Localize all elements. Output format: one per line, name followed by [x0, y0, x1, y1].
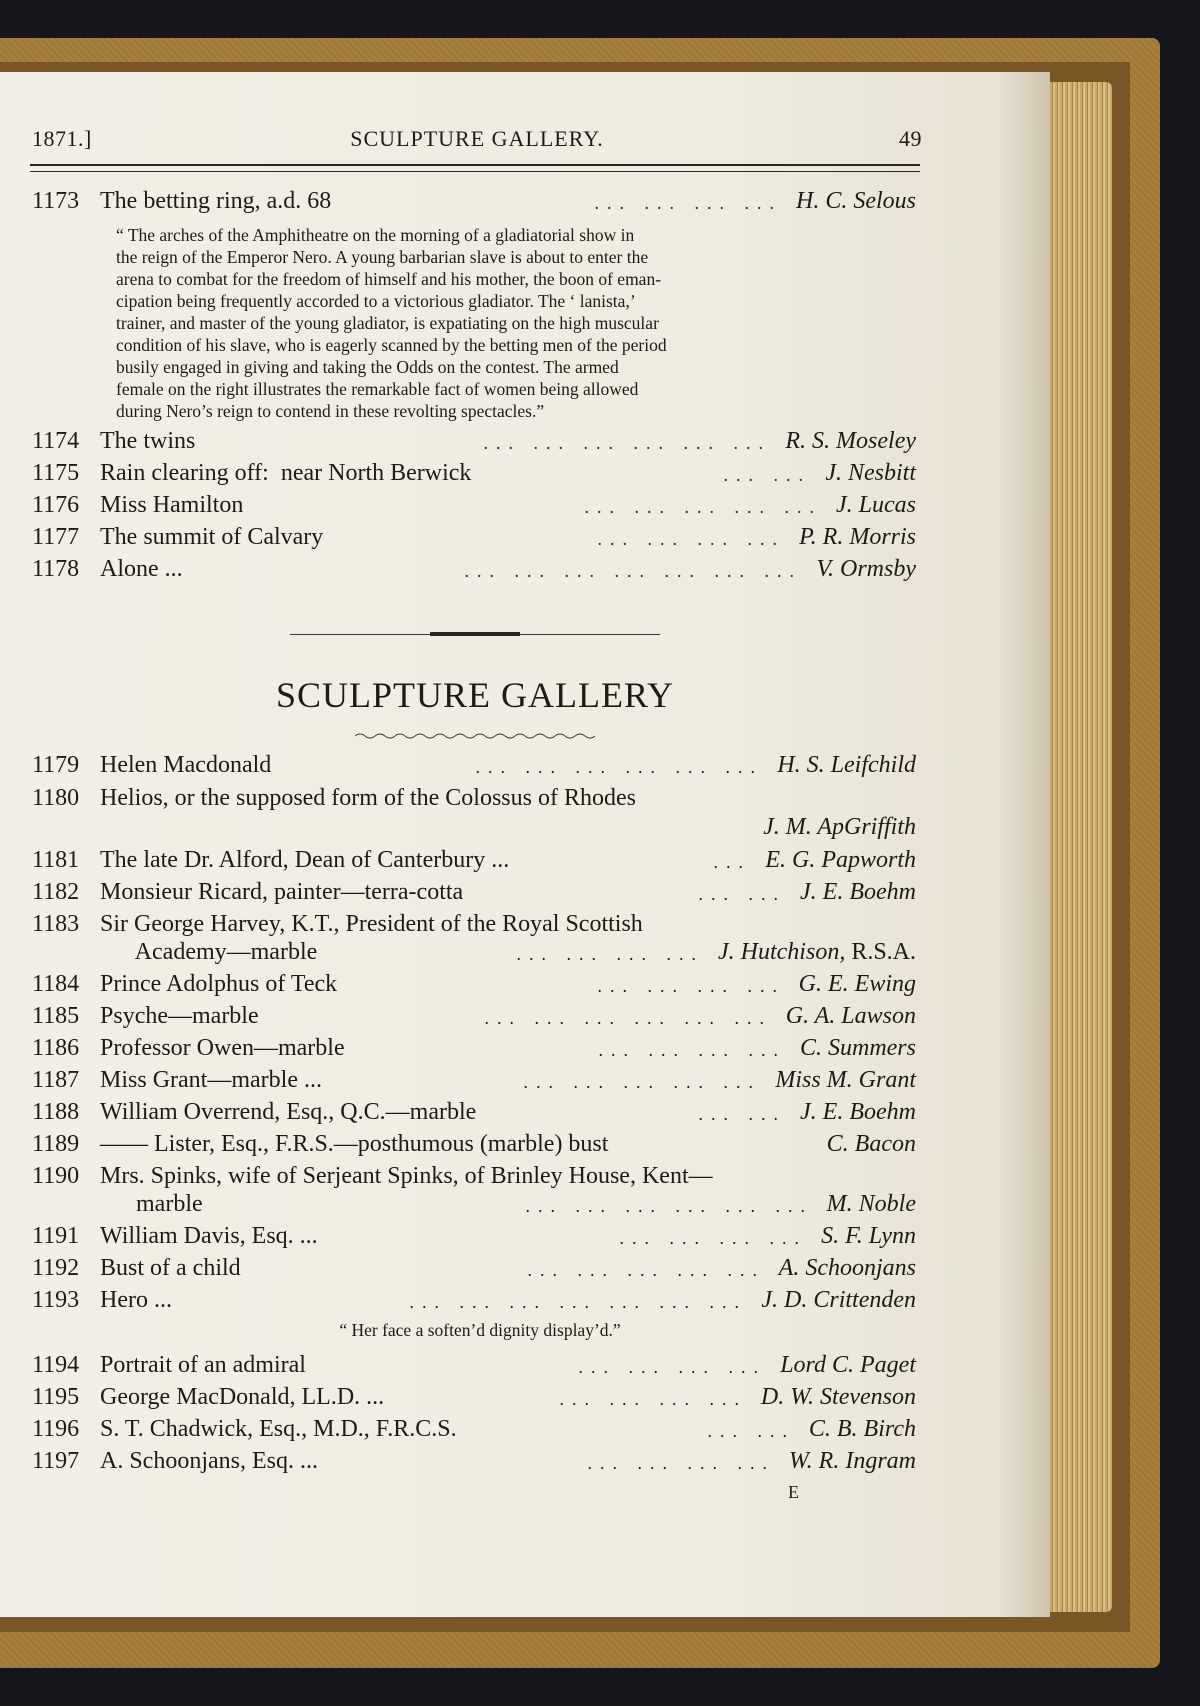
- entry-number: 1174: [32, 428, 80, 454]
- entry-number: 1196: [32, 1416, 80, 1442]
- artist-name: [800, 877, 916, 907]
- artist-name: [786, 1001, 916, 1031]
- artist-name-text: C. Summers: [799, 1035, 916, 1061]
- entry-number: 1192: [32, 1255, 80, 1281]
- artist-name-text: E. G. Papworth: [765, 847, 916, 873]
- entry-number: 1173: [32, 188, 80, 214]
- artist-name-text: J. Nesbitt: [825, 460, 916, 486]
- artist-name: [827, 1129, 916, 1159]
- artist-name-text: Lord C. Paget: [780, 1352, 916, 1378]
- artist-name-text: H. S. Leifchild: [777, 752, 916, 778]
- artist-name-text: J. D. Crittenden: [761, 1287, 916, 1313]
- artist-name: [836, 490, 916, 520]
- artist-name-text: J. Lucas: [836, 492, 916, 518]
- artist-name-text: C. Bacon: [826, 1131, 916, 1157]
- description-line: arena to combat for the freedom of himself and his mother, the boon of eman-: [116, 269, 662, 289]
- entry-quote: “ Her face a soften’d dignity display’d.”: [339, 1320, 621, 1340]
- entry-number: 1188: [32, 1099, 80, 1125]
- section-title: SCULPTURE GALLERY: [275, 675, 675, 715]
- artist-name: [799, 522, 916, 552]
- entry-number: 1180: [32, 785, 80, 811]
- leader-dots: ... ... ... ... ...: [523, 1072, 761, 1092]
- entry-number: 1181: [32, 847, 80, 873]
- entry-title: Professor Owen—marble: [100, 1035, 345, 1061]
- entry-title: The late Dr. Alford, Dean of Canterbury ...: [100, 847, 510, 873]
- leader-dots: ... ... ... ... ... ...: [525, 1196, 813, 1216]
- entry-number: 1183: [32, 911, 80, 937]
- leader-dots: ... ... ... ...: [597, 529, 785, 549]
- entry-title: Hero ...: [100, 1287, 172, 1313]
- entry-title: Sir George Harvey, K.T., President of the Royal Scottish: [100, 911, 643, 937]
- entry-title: George MacDonald, LL.D. ...: [100, 1384, 385, 1410]
- page-number: 49: [899, 126, 922, 151]
- artist-name: [800, 1097, 916, 1127]
- entry-number: 1182: [32, 879, 80, 905]
- leader-dots: ... ... ... ... ... ... ...: [464, 561, 802, 581]
- artist-name-text: D. W. Stevenson: [760, 1384, 916, 1410]
- entry-number: 1176: [32, 492, 80, 518]
- artist-name-text: P. R. Morris: [799, 524, 916, 550]
- artist-name: [780, 1350, 916, 1380]
- leader-dots: ... ...: [723, 465, 811, 485]
- artist-name: [765, 845, 916, 875]
- leader-dots: ... ... ... ... ...: [584, 497, 822, 517]
- artist-name: [789, 1446, 916, 1476]
- artist-name-text: G. A. Lawson: [785, 1003, 916, 1029]
- entry-title: Portrait of an admiral: [100, 1352, 306, 1378]
- description-line: cipation being frequently accorded to a victorious gladiator. The ‘ lanista,’: [116, 291, 636, 311]
- description-line: condition of his slave, who is eagerly scanned by the betting men of the period: [116, 335, 667, 355]
- entry-title: The summit of Calvary: [100, 524, 324, 550]
- entry-number: 1197: [32, 1448, 80, 1474]
- artist-name: [718, 937, 916, 967]
- leader-dots: ... ... ... ...: [587, 1453, 775, 1473]
- leader-dots: ...: [713, 852, 751, 872]
- artist-name-text: J. E. Boehm: [800, 879, 916, 905]
- leader-dots: ... ... ... ... ... ...: [484, 1008, 772, 1028]
- entry-number: 1179: [32, 752, 80, 778]
- leader-dots: ... ... ... ... ... ... ...: [409, 1292, 747, 1312]
- entry-title: Bust of a child: [100, 1255, 241, 1281]
- entry-title: Helios, or the supposed form of the Colossus of Rhodes: [100, 785, 636, 811]
- entry-number: 1195: [32, 1384, 80, 1410]
- artist-name-text: S. F. Lynn: [821, 1223, 916, 1249]
- artist-name: [763, 812, 916, 842]
- leader-dots: ... ...: [698, 1104, 786, 1124]
- entry-number: 1190: [32, 1163, 80, 1189]
- artist-name-text: J. Hutchison,: [718, 939, 846, 965]
- divider-ornament: [430, 632, 520, 636]
- entry-description: [116, 224, 836, 422]
- description-line: busily engaged in giving and taking the Odds on the contest. The armed: [116, 357, 619, 377]
- artist-name: [796, 186, 916, 216]
- title-wavy-underline: [355, 732, 595, 740]
- signature-mark: E: [788, 1482, 799, 1502]
- entry-number: 1186: [32, 1035, 80, 1061]
- entry-title: The betting ring, a.d. 68: [100, 188, 332, 214]
- description-line: during Nero’s reign to contend in these revolting spectacles.”: [116, 401, 545, 421]
- header-rule: [30, 164, 920, 172]
- artist-name-text: V. Ormsby: [816, 556, 916, 582]
- entry-title: Helen Macdonald: [100, 752, 272, 778]
- entry-title: Alone ...: [100, 556, 183, 582]
- entry-number: 1187: [32, 1067, 80, 1093]
- entry-title: Miss Grant—marble ...: [100, 1067, 322, 1093]
- description-line: female on the right illustrates the remarkable fact of women being allowed: [116, 379, 639, 399]
- artist-name: [775, 1065, 916, 1095]
- entry-title: Mrs. Spinks, wife of Serjeant Spinks, of Brinley House, Kent—: [100, 1163, 713, 1189]
- artist-name-text: Miss M. Grant: [775, 1067, 916, 1093]
- entry-number: 1191: [32, 1223, 80, 1249]
- entry-number: 1193: [32, 1287, 80, 1313]
- artist-name-text: A. Schoonjans: [778, 1255, 916, 1281]
- artist-name: [761, 1382, 916, 1412]
- artist-name-text: C. B. Birch: [808, 1416, 916, 1442]
- leader-dots: ... ... ... ...: [619, 1228, 807, 1248]
- artist-name-text: G. E. Ewing: [798, 971, 916, 997]
- entry-title: William Overrend, Esq., Q.C.—marble: [100, 1099, 477, 1125]
- leader-dots: ... ...: [707, 1421, 795, 1441]
- entry-number: 1194: [32, 1352, 80, 1378]
- leader-dots: ... ... ... ... ...: [527, 1260, 765, 1280]
- leader-dots: ... ... ... ...: [578, 1357, 766, 1377]
- page-fore-edge: [1040, 82, 1112, 1612]
- leader-dots: ... ... ... ...: [516, 944, 704, 964]
- artist-name-text: J. M. ApGriffith: [763, 814, 916, 840]
- artist-name-text: J. E. Boehm: [800, 1099, 916, 1125]
- artist-name: [777, 750, 916, 780]
- entry-title: Miss Hamilton: [100, 492, 244, 518]
- header-year: 1871.]: [32, 126, 92, 151]
- leader-dots: ... ... ... ...: [594, 193, 782, 213]
- entry-title: —— Lister, Esq., F.R.S.—posthumous (marble) bust: [100, 1131, 609, 1157]
- artist-name: [827, 1189, 916, 1219]
- artist-name-text: H. C. Selous: [796, 188, 916, 214]
- artist-name: [821, 1221, 916, 1251]
- leader-dots: ... ... ... ...: [597, 976, 785, 996]
- section-divider-rule: [290, 634, 660, 639]
- running-header: [32, 120, 922, 152]
- entry-title: Academy—marble: [100, 939, 318, 965]
- artist-name: [825, 458, 916, 488]
- entry-number: 1178: [32, 556, 80, 582]
- artist-name: [785, 426, 916, 456]
- artist-name: [799, 969, 916, 999]
- leader-dots: ... ... ... ... ... ...: [475, 757, 763, 777]
- entry-title: S. T. Chadwick, Esq., M.D., F.R.C.S.: [100, 1416, 457, 1442]
- entry-number: 1189: [32, 1131, 80, 1157]
- entry-number: 1185: [32, 1003, 80, 1029]
- description-line: the reign of the Emperor Nero. A young barbarian slave is about to enter the: [116, 247, 649, 267]
- entry-number: 1177: [32, 524, 80, 550]
- entry-title: Prince Adolphus of Teck: [100, 971, 338, 997]
- artist-suffix: R.S.A.: [845, 939, 916, 965]
- entry-title: marble: [100, 1191, 203, 1217]
- artist-name: [779, 1253, 916, 1283]
- entry-title: Psyche—marble: [100, 1003, 259, 1029]
- entry-title: A. Schoonjans, Esq. ...: [100, 1448, 318, 1474]
- header-title: SCULPTURE GALLERY.: [350, 126, 604, 151]
- entry-number: 1184: [32, 971, 80, 997]
- entry-number: 1175: [32, 460, 80, 486]
- page-edge-shadow: [1000, 72, 1050, 1617]
- artist-name: [800, 1033, 916, 1063]
- leader-dots: ... ... ... ...: [559, 1389, 747, 1409]
- entry-title: Rain clearing off: near North Berwick: [100, 460, 472, 486]
- artist-name-text: W. R. Ingram: [788, 1448, 916, 1474]
- description-line: trainer, and master of the young gladiator, is expatiating on the high muscular: [116, 313, 659, 333]
- artist-name: [809, 1414, 916, 1444]
- leader-dots: ... ... ... ...: [598, 1040, 786, 1060]
- leader-dots: ... ...: [698, 884, 786, 904]
- artist-name-text: R. S. Moseley: [785, 428, 916, 454]
- entry-title: William Davis, Esq. ...: [100, 1223, 318, 1249]
- artist-name: [761, 1285, 916, 1315]
- artist-name: [816, 554, 916, 584]
- artist-name-text: M. Noble: [826, 1191, 916, 1217]
- leader-dots: ... ... ... ... ... ...: [483, 433, 771, 453]
- entry-title: The twins: [100, 428, 196, 454]
- entry-title: Monsieur Ricard, painter—terra-cotta: [100, 879, 464, 905]
- description-line: “ The arches of the Amphitheatre on the morning of a gladiatorial show in: [116, 225, 635, 245]
